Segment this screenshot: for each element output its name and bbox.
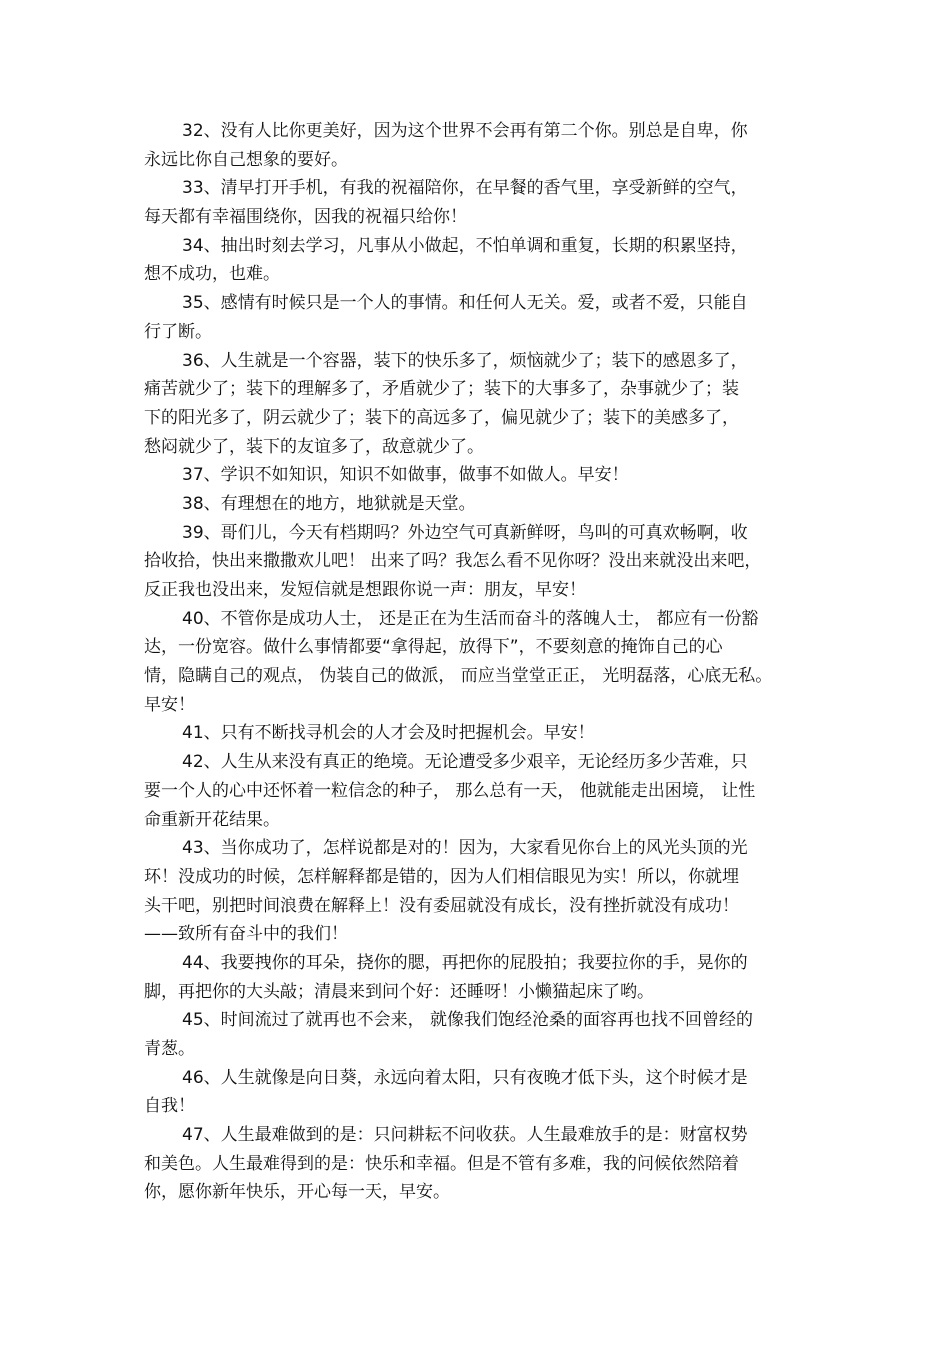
text-line: 愁闷就少了，装下的友谊多了，敌意就少了。 [144,436,484,457]
text-line: 43、当你成功了，怎样说都是对的！因为，大家看见你台上的风光头顶的光 [182,838,748,859]
text-line: 45、时间流过了就再也不会来， 就像我们饱经沧桑的面容再也找不回曾经的 [182,1010,754,1031]
text-line: 41、只有不断找寻机会的人才会及时把握机会。早安！ [182,723,595,744]
paragraph [144,347,808,462]
text-line: 和美色。人生最难得到的是：快乐和幸福。但是不管有多难，我的问候依然陪着 [144,1153,739,1174]
text-line: 行了断。 [144,321,212,342]
paragraph [144,174,808,231]
text-line: 情，隐瞒自己的观点， 伪装自己的做派， 而应当堂堂正正， 光明磊落，心底无私。 [144,666,773,687]
text-line: 44、我要拽你的耳朵，挠你的腮，再把你的屁股拍；我要拉你的手，晃你的 [182,952,748,973]
paragraph [144,117,808,174]
text-line: 34、抽出时刻去学习，凡事从小做起，不怕单调和重复，长期的积累坚持， [182,235,748,256]
paragraph [144,949,808,1006]
text-line: 反正我也没出来，发短信就是想跟你说一声：朋友，早安！ [144,580,586,600]
paragraph [144,1006,808,1063]
paragraph [144,719,808,748]
text-line: 你，愿你新年快乐，开心每一天，早安。 [144,1182,450,1203]
text-line: 脚，再把你的大头敲；清晨来到问个好：还睡呀！小懒猫起床了哟。 [144,981,654,1002]
paragraph [144,748,808,834]
document-body [144,117,808,1207]
text-line: 42、人生从来没有真正的绝境。无论遭受多少艰辛，无论经历多少苦难，只 [182,752,748,773]
paragraph [144,1064,808,1121]
text-line: 39、哥们儿，今天有档期吗？外边空气可真新鲜呀，鸟叫的可真欢畅啊，收 [182,522,748,543]
text-line: 47、人生最难做到的是：只问耕耘不问收获。人生最难放手的是：财富权势 [182,1125,748,1146]
text-line: 达，一份宽容。做什么事情都要“拿得起，放得下”，不要刻意的掩饰自己的心 [144,637,723,658]
text-line: 36、人生就是一个容器，装下的快乐多了，烦恼就少了；装下的感恩多了， [182,350,748,371]
paragraph [144,232,808,289]
text-line: 下的阳光多了，阴云就少了；装下的高远多了，偏见就少了；装下的美感多了， [144,407,739,428]
paragraph [144,605,808,720]
text-line: ——致所有奋斗中的我们！ [144,924,348,945]
text-line: 37、学识不如知识，知识不如做事，做事不如做人。早安！ [182,465,629,486]
text-line: 命重新开花结果。 [144,809,280,830]
text-line: 想不成功，也难。 [144,264,280,285]
text-line: 32、没有人比你更美好，因为这个世界不会再有第二个你。别总是自卑，你 [182,121,748,141]
text-line: 要一个人的心中还怀着一粒信念的种子， 那么总有一天， 他就能走出困境， 让性 [144,780,756,801]
text-line: 33、清早打开手机，有我的祝福陪你，在早餐的香气里，享受新鲜的空气， [182,178,748,199]
text-line: 自我！ [144,1096,195,1117]
text-line: 痛苦就少了；装下的理解多了，矛盾就少了；装下的大事多了，杂事就少了；装 [144,379,739,400]
text-line: 38、有理想在的地方，地狱就是天堂。 [182,493,476,514]
text-line: 每天都有幸福围绕你，因我的祝福只给你！ [144,207,467,228]
text-line: 永远比你自己想象的要好。 [144,149,348,170]
paragraph [144,519,808,605]
text-line: 拾收拾，快出来撒撒欢儿吧！ 出来了吗？我怎么看不见你呀？没出来就没出来吧， [144,551,762,572]
paragraph [144,1121,808,1207]
text-line: 环！没成功的时候，怎样解释都是错的，因为人们相信眼见为实！所以，你就埋 [144,866,739,887]
paragraph [144,289,808,346]
paragraph [144,490,808,519]
text-line: 35、感情有时候只是一个人的事情。和任何人无关。爱，或者不爱，只能自 [182,293,748,314]
text-line: 青葱。 [144,1039,195,1059]
paragraph [144,461,808,490]
paragraph [144,834,808,949]
text-line: 40、不管你是成功人士， 还是正在为生活而奋斗的落魄人士， 都应有一份豁 [182,608,759,629]
text-line: 46、人生就像是向日葵，永远向着太阳，只有夜晚才低下头，这个时候才是 [182,1067,748,1088]
text-line: 头干吧，别把时间浪费在解释上！没有委屈就没有成长，没有挫折就没有成功！ [144,895,739,916]
text-line: 早安！ [144,694,195,715]
